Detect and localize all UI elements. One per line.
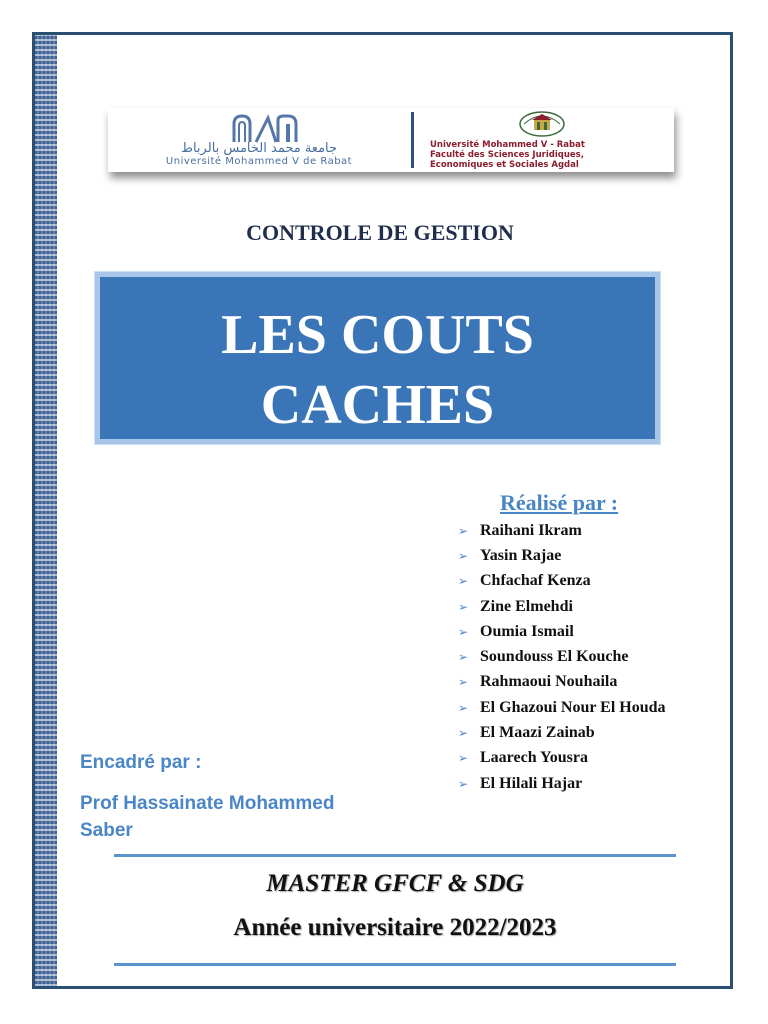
faculty-logo-right — [424, 110, 670, 170]
university-name-latin: Université Mohammed V de Rabat — [165, 156, 353, 167]
title-line-2: CACHES — [260, 374, 495, 436]
arrow-right-icon: ➢ — [458, 650, 469, 665]
divider-bottom — [114, 963, 676, 966]
list-item — [458, 594, 728, 619]
list-item — [458, 543, 728, 568]
academic-year: Année universitaire 2022/2023 — [233, 914, 557, 941]
arrow-right-icon: ➢ — [458, 624, 469, 639]
list-item — [458, 644, 728, 669]
supervisor-name — [80, 790, 400, 844]
university-name-arabic: جامعة محمد الخامس بالرباط — [180, 141, 338, 156]
list-item — [458, 569, 728, 594]
list-item — [458, 518, 728, 543]
program-title: MASTER GFCF & SDG — [266, 870, 524, 897]
course-title: CONTROLE DE GESTION — [246, 220, 514, 245]
author-name: Chfachaf Kenza — [480, 572, 591, 590]
author-name: Rahmaoui Nouhaila — [480, 673, 618, 691]
faculty-line-3: Economiques et Sociales Agdal — [430, 160, 579, 170]
author-name: Raihani Ikram — [480, 521, 582, 539]
logo-divider — [411, 112, 414, 168]
arrow-right-icon: ➢ — [458, 548, 469, 563]
university-logo-left — [114, 112, 404, 168]
arrow-right-icon: ➢ — [458, 700, 469, 715]
supervisor-name-line-1: Prof Hassainate Mohammed — [80, 793, 335, 814]
author-name: El Ghazoui Nour El Houda — [480, 698, 666, 716]
arrow-right-icon: ➢ — [458, 675, 469, 690]
author-name: Oumia Ismail — [480, 622, 574, 640]
decorative-side-strip — [35, 35, 57, 986]
list-item — [458, 771, 728, 796]
author-name: El Maazi Zainab — [480, 724, 595, 742]
supervisor-name-line-2: Saber — [80, 820, 133, 841]
author-name: El Hilali Hajar — [480, 774, 583, 792]
author-name: Yasin Rajae — [480, 546, 562, 564]
arrow-right-icon: ➢ — [458, 574, 469, 589]
university-emblem-icon — [226, 114, 306, 144]
faculty-line-1: Université Mohammed V - Rabat — [430, 140, 585, 150]
faculty-line-2: Faculté des Sciences Juridiques, — [430, 150, 584, 160]
title-box — [95, 272, 660, 444]
arrow-right-icon: ➢ — [458, 523, 469, 538]
arrow-right-icon: ➢ — [458, 776, 469, 791]
list-item — [458, 619, 728, 644]
arrow-right-icon: ➢ — [458, 726, 469, 741]
author-name: Zine Elmehdi — [480, 597, 573, 615]
faculty-crest-icon — [512, 110, 572, 140]
list-item — [458, 746, 728, 771]
divider-top — [114, 854, 676, 857]
arrow-right-icon: ➢ — [458, 751, 469, 766]
university-logo-banner — [108, 108, 674, 172]
author-name: Laarech Yousra — [480, 749, 588, 767]
authors-heading: Réalisé par : — [500, 490, 619, 515]
list-item — [458, 670, 728, 695]
supervisor-label: Encadré par : — [80, 752, 202, 773]
title-line-1: LES COUTS — [221, 304, 534, 366]
author-list — [458, 518, 728, 796]
author-name: Soundouss El Kouche — [480, 648, 629, 666]
list-item — [458, 695, 728, 720]
list-item — [458, 720, 728, 745]
arrow-right-icon: ➢ — [458, 599, 469, 614]
